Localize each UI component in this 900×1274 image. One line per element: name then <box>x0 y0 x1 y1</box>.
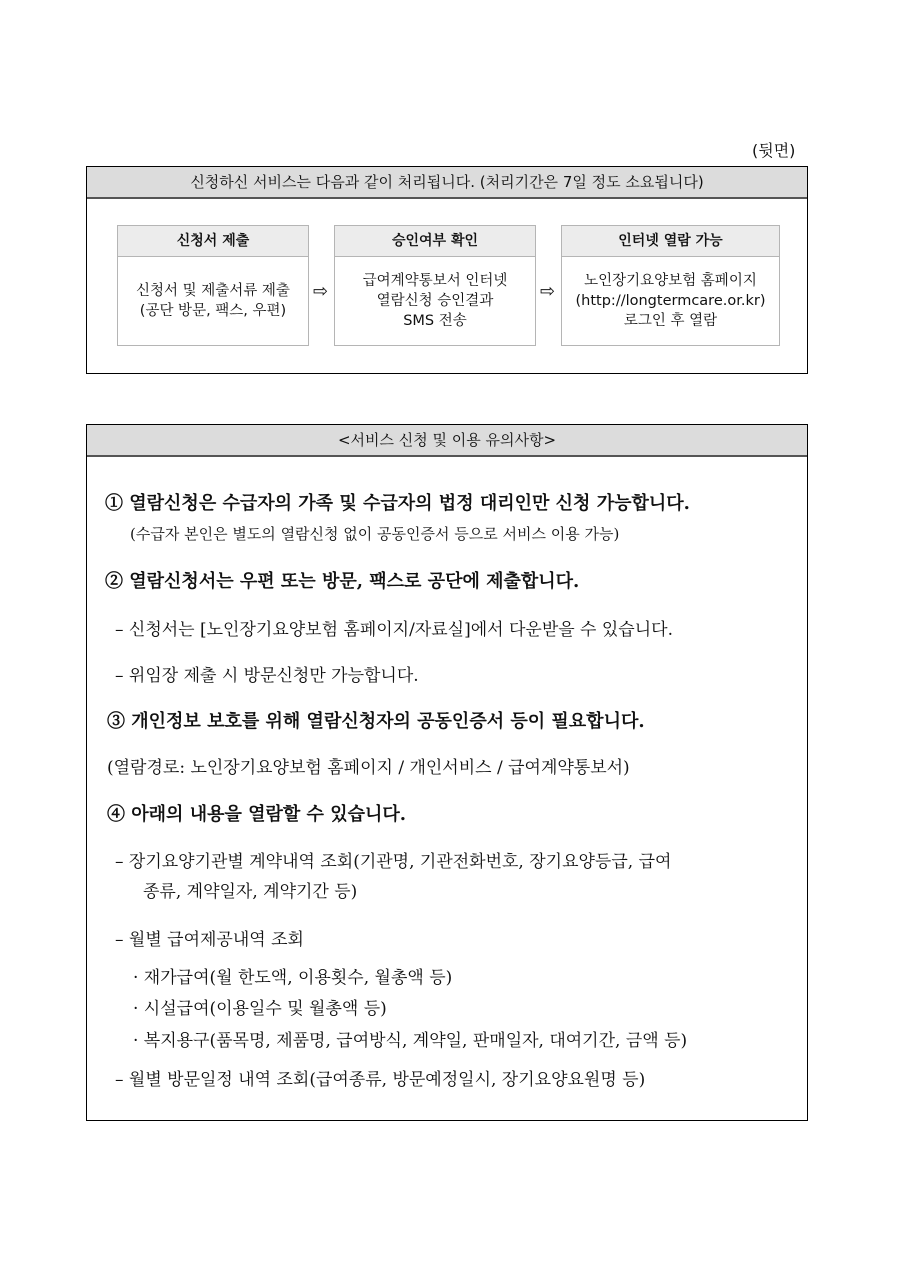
notes-box <box>86 424 808 1121</box>
step-internet-viewing <box>561 225 780 346</box>
note-item-4-sub-2: – 월별 급여제공내역 조회 <box>115 930 304 950</box>
step-line: 신청서 및 제출서류 제출 <box>136 283 290 299</box>
note-item-4-sub-3: – 월별 방문일정 내역 조회(급여종류, 방문예정일시, 장기요양요원명 등) <box>115 1070 646 1090</box>
step-title: 신청서 제출 <box>118 226 308 257</box>
arrow-right-icon: ⇨ <box>540 281 556 302</box>
note-item-4-bullet-1: · 재가급여(월 한도액, 이용횟수, 월총액 등) <box>133 968 453 988</box>
step-line: 노인장기요양보험 홈페이지 <box>584 273 757 289</box>
step-title: 인터넷 열람 가능 <box>562 226 779 257</box>
step-approval-check <box>334 225 536 346</box>
step-line: SMS 전송 <box>403 313 467 329</box>
note-item-2-sub-1: – 신청서는 [노인장기요양보험 홈페이지/자료실]에서 다운받을 수 있습니다. <box>115 620 673 640</box>
step-body <box>562 257 779 345</box>
note-item-3-detail: (열람경로: 노인장기요양보험 홈페이지 / 개인서비스 / 급여계약통보서) <box>107 758 630 778</box>
process-title: 신청하신 서비스는 다음과 같이 처리됩니다. (처리기간은 7일 정도 소요됩니다) <box>87 167 807 199</box>
step-submit-application <box>117 225 309 346</box>
step-line: 급여계약통보서 인터넷 <box>362 273 508 289</box>
note-item-4-sub-1-cont: 종류, 계약일자, 계약기간 등) <box>143 882 358 902</box>
note-item-1: ① 열람신청은 수급자의 가족 및 수급자의 법정 대리인만 신청 가능합니다. <box>105 493 690 514</box>
note-item-2: ② 열람신청서는 우편 또는 방문, 팩스로 공단에 제출합니다. <box>105 571 580 592</box>
step-line: 로그인 후 열람 <box>623 313 718 329</box>
back-side-label: (뒷면) <box>752 141 796 160</box>
note-item-2-sub-2: – 위임장 제출 시 방문신청만 가능합니다. <box>115 666 419 686</box>
note-item-4-bullet-3: · 복지용구(품목명, 제품명, 급여방식, 계약일, 판매일자, 대여기간, 금액 등) <box>133 1031 688 1051</box>
step-title: 승인여부 확인 <box>335 226 535 257</box>
step-line: (http://longtermcare.or.kr) <box>575 293 766 309</box>
step-line: (공단 방문, 팩스, 우편) <box>139 303 287 319</box>
arrow-right-icon: ⇨ <box>313 281 329 302</box>
note-item-4-bullet-2: · 시설급여(이용일수 및 월총액 등) <box>133 999 387 1019</box>
note-item-4: ④ 아래의 내용을 열람할 수 있습니다. <box>107 804 407 825</box>
process-box <box>86 166 808 374</box>
notes-title: <서비스 신청 및 이용 유의사항> <box>87 425 807 457</box>
note-item-3: ③ 개인정보 보호를 위해 열람신청자의 공동인증서 등이 필요합니다. <box>107 711 645 732</box>
step-body <box>335 257 535 345</box>
step-line: 열람신청 승인결과 <box>376 293 494 309</box>
step-body <box>118 257 308 345</box>
note-item-1-detail: (수급자 본인은 별도의 열람신청 없이 공동인증서 등으로 서비스 이용 가능) <box>130 525 620 543</box>
note-item-4-sub-1: – 장기요양기관별 계약내역 조회(기관명, 기관전화번호, 장기요양등급, 급여 <box>115 852 672 872</box>
